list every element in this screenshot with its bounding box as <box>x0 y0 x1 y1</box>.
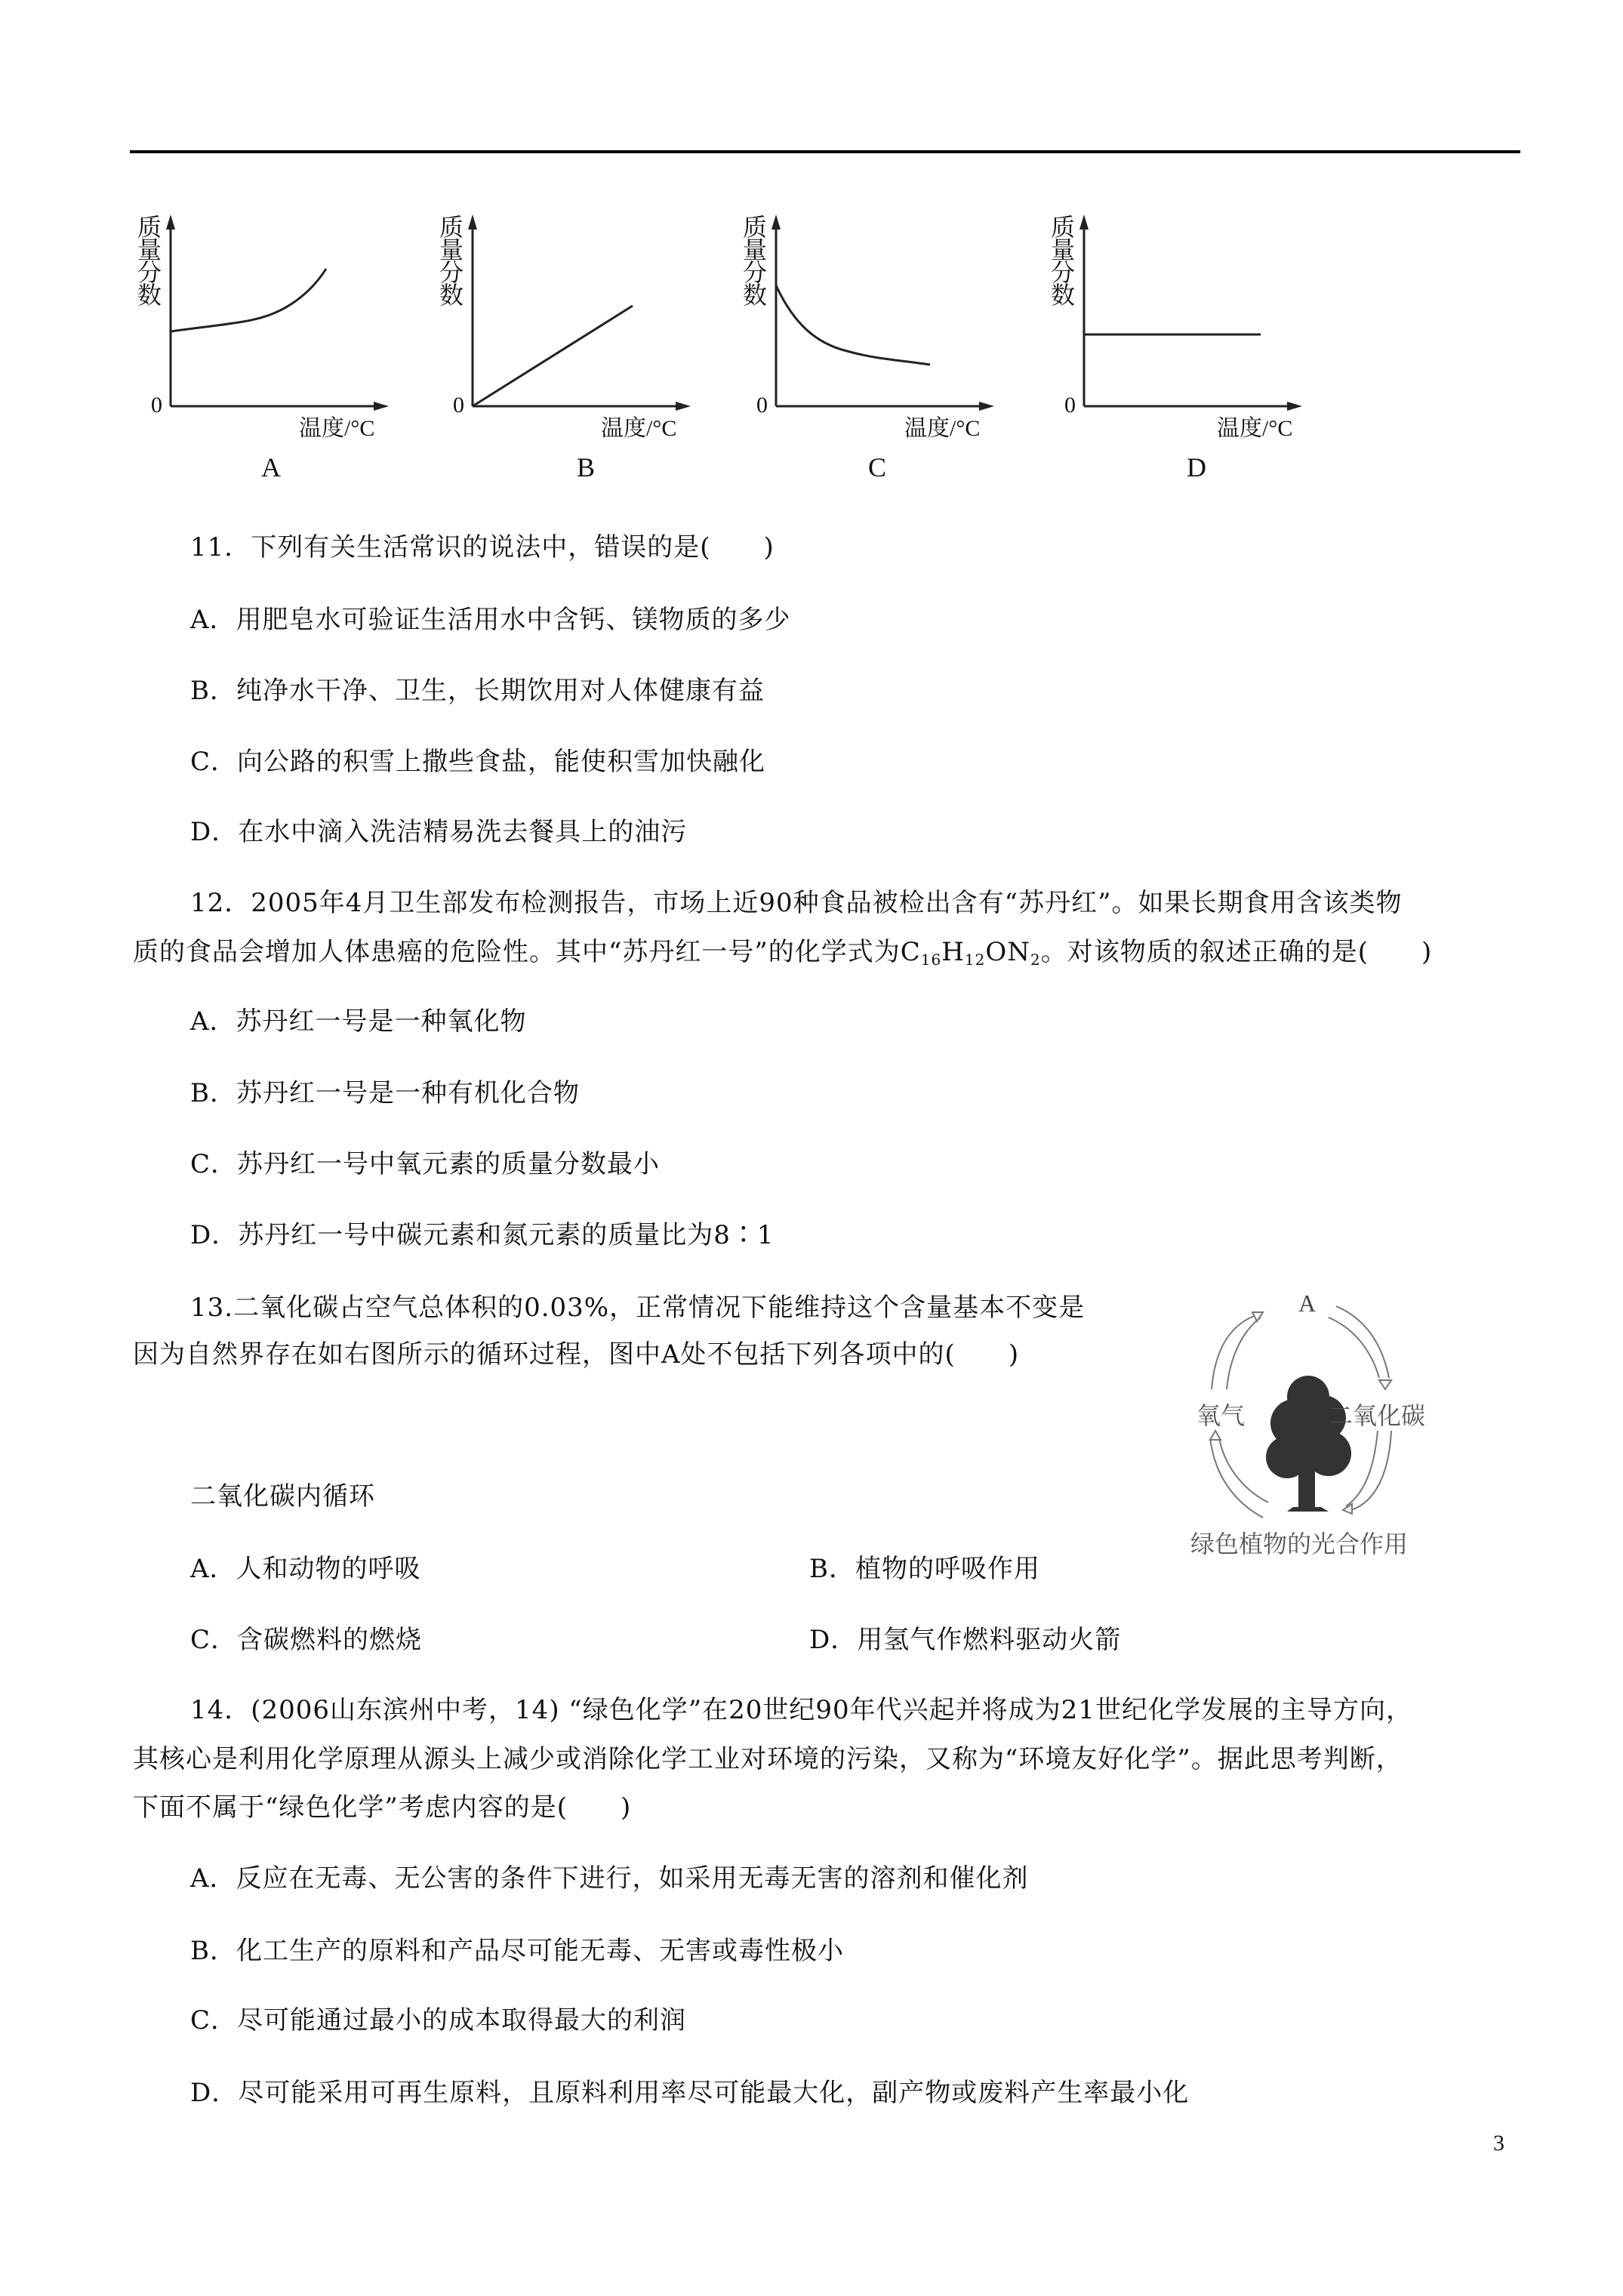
graph-a-plot <box>136 211 438 438</box>
x-axis-arrow-icon <box>676 402 691 411</box>
arrowhead-icon <box>1252 1312 1263 1321</box>
origin-label: 0 <box>756 393 768 418</box>
q13-option-a: A．人和动物的呼吸 <box>190 1554 421 1584</box>
graph-b <box>438 211 740 483</box>
q11-option-b: B．纯净水干净、卫生，长期饮用对人体健康有益 <box>190 676 765 706</box>
graph-c-plot <box>741 211 1043 438</box>
q11-option-c: C．向公路的积雪上撒些食盐，能使积雪加快融化 <box>190 747 766 777</box>
q13-stem-line2: 因为自然界存在如右图所示的循环过程，图中A处不包括下列各项中的( ) <box>133 1339 1020 1370</box>
arrow-plant-to-oxygen <box>1219 1438 1268 1502</box>
origin-label: 0 <box>453 393 464 418</box>
chemical-formula: $C_{16}H_{12}ON_2$ <box>900 937 1041 969</box>
y-axis-arrow-icon <box>166 214 175 230</box>
header-rule <box>130 150 1520 153</box>
q11-option-d: D．在水中滴入洗洁精易洗去餐具上的油污 <box>190 817 688 847</box>
arrow-a-to-co2 <box>1336 1306 1389 1378</box>
y-axis-label: 质 量 分 数 <box>137 213 162 310</box>
q12-stem-line2: 质的食品会增加人体患癌的危险性。其中“苏丹红一号”的化学式为$C_{16}H_{12}ON_2$。对该物质的叙述正确的是( ) <box>133 937 1433 969</box>
diagram-label-co2: 二氧化碳 <box>1329 1401 1426 1430</box>
q13-stem-line1: 13.二氧化碳占空气总体积的0.03%，正常情况下能维持这个含量基本不变是 <box>190 1293 1086 1323</box>
x-axis-arrow-icon <box>979 402 994 411</box>
graph-letter: B <box>577 452 596 482</box>
diagram-label-a: A <box>1298 1290 1317 1317</box>
x-axis-label: 温度/°C <box>1217 416 1293 441</box>
curve-line <box>776 285 930 365</box>
y-axis-label: 质 量 分 数 <box>439 213 463 310</box>
q13-option-b: B．植物的呼吸作用 <box>809 1554 1040 1584</box>
q14-stem-line2: 其核心是利用化学原理从源头上减少或消除化学工业对环境的污染，又称为“环境友好化学”。据此思考判断， <box>133 1744 1403 1774</box>
origin-label: 0 <box>151 393 162 418</box>
page-number: 3 <box>1493 2131 1504 2156</box>
q12-option-b: B．苏丹红一号是一种有机化合物 <box>190 1078 580 1108</box>
origin-label: 0 <box>1064 393 1076 418</box>
diagram-label-oxygen: 氧气 <box>1196 1401 1246 1430</box>
q12-stem-line1: 12．2005年4月卫生部发布检测报告，市场上近90种食品被检出含有“苏丹红”。如果长期食用含该类物 <box>190 888 1403 918</box>
q14-stem-line1: 14．(2006山东滨州中考，14) “绿色化学”在20世纪90年代兴起并将成为21世纪化学发展的主导方向， <box>190 1695 1412 1725</box>
curve-line <box>171 269 326 331</box>
y-axis-label: 质 量 分 数 <box>742 213 767 310</box>
q14-option-a: A．反应在无毒、无公害的条件下进行，如采用无毒无害的溶剂和催化剂 <box>190 1863 1029 1894</box>
q14-option-b: B．化工生产的原料和产品尽可能无毒、无害或毒性极小 <box>190 1936 844 1966</box>
q13-caption: 二氧化碳内循环 <box>190 1481 375 1512</box>
graph-letter: A <box>261 452 281 482</box>
graph-a <box>136 211 438 483</box>
q11-option-a: A．用肥皂水可验证生活用水中含钙、镁物质的多少 <box>190 605 791 635</box>
graph-letter: D <box>1187 452 1206 482</box>
graph-d-plot <box>1049 211 1351 438</box>
q13-option-d: D．用氢气作燃料驱动火箭 <box>809 1625 1122 1655</box>
arrowhead-icon <box>1379 1380 1391 1389</box>
x-axis-arrow-icon <box>374 402 389 411</box>
q12-option-c: C．苏丹红一号中氧元素的质量分数最小 <box>190 1149 661 1179</box>
tree-icon <box>1266 1376 1351 1512</box>
straight-line <box>473 306 633 406</box>
y-axis-arrow-icon <box>1079 214 1089 230</box>
x-axis-label: 温度/°C <box>299 416 375 441</box>
x-axis-label: 温度/°C <box>601 416 677 441</box>
q14-option-d: D．尽可能采用可再生原料，且原料利用率尽可能最大化，副产物或废料产生率最小化 <box>190 2078 1190 2108</box>
diagram-label-photosynthesis: 绿色植物的光合作用 <box>1190 1530 1409 1558</box>
y-axis-arrow-icon <box>468 214 477 230</box>
q13-option-c: C．含碳燃料的燃烧 <box>190 1625 423 1655</box>
q12-option-d: D．苏丹红一号中碳元素和氮元素的质量比为8∶1 <box>190 1220 775 1250</box>
q14-stem-line3: 下面不属于“绿色化学”考虑内容的是( ) <box>133 1792 632 1823</box>
q12-option-a: A．苏丹红一号是一种氧化物 <box>190 1006 527 1037</box>
y-axis-arrow-icon <box>771 214 781 230</box>
graph-d <box>1049 211 1351 483</box>
y-axis-label: 质 量 分 数 <box>1050 213 1075 310</box>
q14-option-c: C．尽可能通过最小的成本取得最大的利润 <box>190 2005 687 2036</box>
graph-c <box>741 211 1043 483</box>
graph-letter: C <box>868 452 887 482</box>
carbon-cycle-diagram <box>1174 1284 1491 1570</box>
x-axis-label: 温度/°C <box>904 416 981 441</box>
graph-b-plot <box>438 211 740 438</box>
arrowhead-icon <box>1210 1431 1221 1440</box>
q11-stem: 11．下列有关生活常识的说法中，错误的是( ) <box>190 532 775 562</box>
